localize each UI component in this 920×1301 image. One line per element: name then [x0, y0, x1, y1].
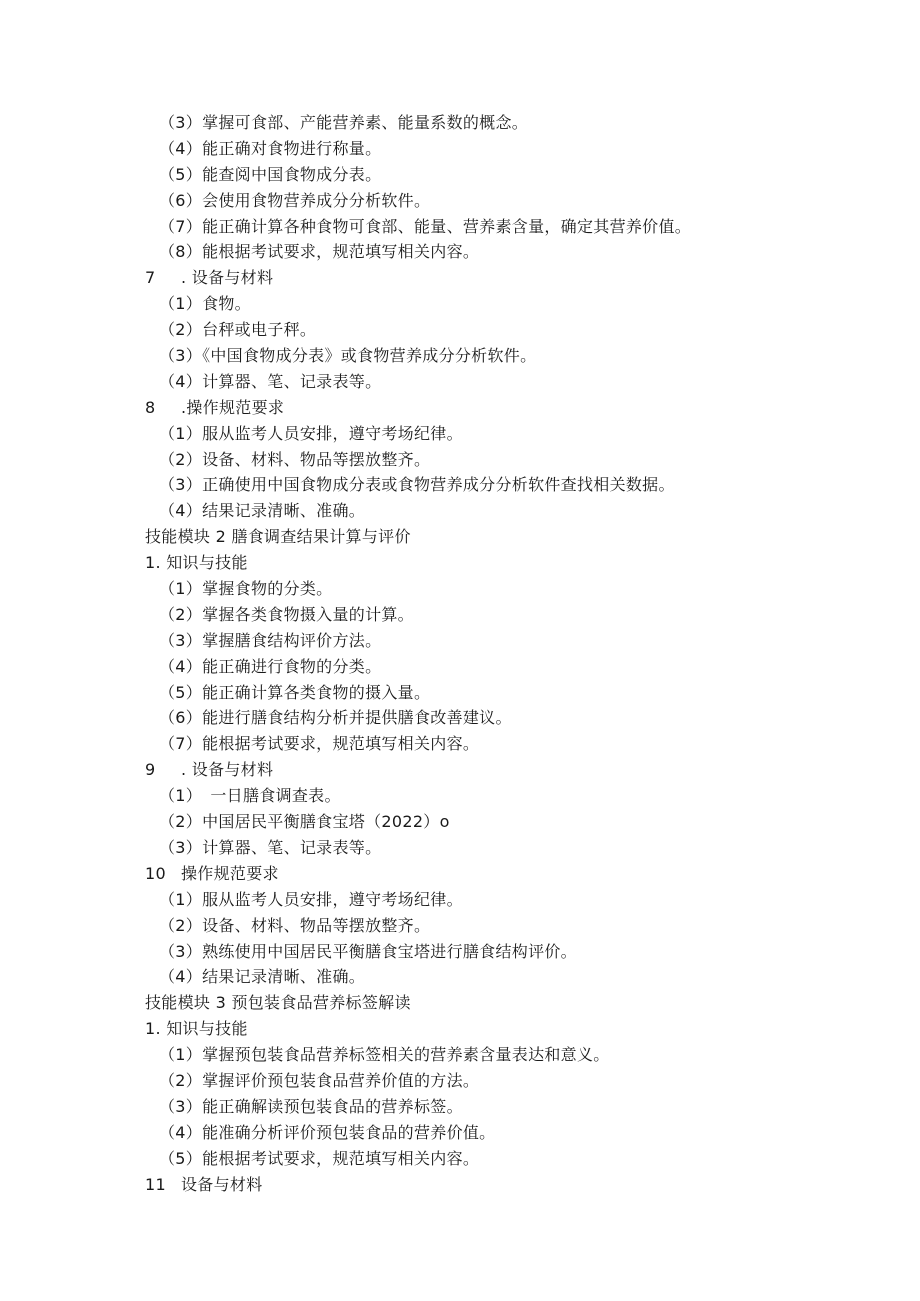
- subsection-heading: 1. 知识与技能: [145, 1019, 248, 1039]
- section-number: 10: [145, 863, 166, 883]
- section-title: 设备与材料: [181, 1174, 263, 1194]
- module-heading: 技能模块 3 预包装食品营养标签解读: [145, 993, 411, 1013]
- list-item: （2）掌握各类食物摄入量的计算。: [159, 604, 414, 624]
- list-item: （3）掌握可食部、产能营养素、能量系数的概念。: [159, 113, 529, 132]
- list-item: （3）掌握膳食结构评价方法。: [159, 630, 382, 650]
- list-item: （1）服从监考人员安排，遵守考场纪律。: [159, 423, 463, 443]
- list-item: （1）食物。: [159, 294, 251, 314]
- module-heading: 技能模块 2 膳食调查结果计算与评价: [145, 527, 411, 547]
- list-item: （3）《中国食物成分表》或食物营养成分分析软件。: [159, 346, 537, 366]
- list-item: （4）计算器、笔、记录表等。: [159, 371, 382, 391]
- list-item: （1） 一日膳食调查表。: [159, 786, 341, 806]
- list-item: （7）能正确计算各种食物可食部、能量、营养素含量，确定其营养价值。: [159, 216, 692, 236]
- list-item: （7）能根据考试要求，规范填写相关内容。: [159, 734, 480, 754]
- list-item: （6）能进行膳食结构分析并提供膳食改善建议。: [159, 708, 512, 728]
- list-item: （2）中国居民平衡膳食宝塔（2022）o: [159, 812, 450, 832]
- section-heading: [0, 1172, 920, 1198]
- list-item: （4）能准确分析评价预包装食品的营养价值。: [159, 1122, 496, 1142]
- list-item: （4）能正确进行食物的分类。: [159, 656, 382, 676]
- section-number: 8: [145, 397, 156, 417]
- list-item: （2）设备、材料、物品等摆放整齐。: [159, 449, 431, 469]
- document-page: [0, 110, 920, 1197]
- list-item: （3）熟练使用中国居民平衡膳食宝塔进行膳食结构评价。: [159, 941, 577, 961]
- list-item: （1）服从监考人员安排，遵守考场纪律。: [159, 889, 463, 909]
- section-title: . 设备与材料: [181, 760, 274, 780]
- list-item: （1）掌握预包装食品营养标签相关的营养素含量表达和意义。: [159, 1045, 610, 1065]
- section-title: . 设备与材料: [181, 268, 274, 288]
- list-item: （4）能正确对食物进行称量。: [159, 138, 382, 158]
- section-heading: [0, 265, 920, 291]
- list-item: （5）能根据考试要求，规范填写相关内容。: [159, 1148, 480, 1168]
- list-item: （6）会使用食物营养成分分析软件。: [159, 190, 431, 210]
- subsection-heading: 1. 知识与技能: [145, 553, 248, 573]
- list-item: （2）掌握评价预包装食品营养价值的方法。: [159, 1070, 480, 1090]
- list-item: （3）计算器、笔、记录表等。: [159, 837, 382, 857]
- list-item: （4）结果记录清晰、准确。: [159, 967, 366, 987]
- section-heading: [0, 757, 920, 783]
- list-item: （8）能根据考试要求，规范填写相关内容。: [159, 242, 480, 262]
- list-item: （2）台秤或电子秤。: [159, 320, 317, 340]
- list-item: （5）能查阅中国食物成分表。: [159, 164, 382, 184]
- section-number: 11: [145, 1174, 166, 1194]
- list-item: （1）掌握食物的分类。: [159, 579, 333, 599]
- list-item: （3）正确使用中国食物成分表或食物营养成分分析软件查找相关数据。: [159, 475, 675, 495]
- list-item: （3）能正确解读预包装食品的营养标签。: [159, 1096, 463, 1116]
- list-item: （2）设备、材料、物品等摆放整齐。: [159, 915, 431, 935]
- section-heading: [0, 861, 920, 887]
- section-heading: [0, 395, 920, 421]
- section-number: 7: [145, 268, 156, 288]
- section-number: 9: [145, 760, 156, 780]
- list-item: （4）结果记录清晰、准确。: [159, 501, 366, 521]
- section-title: 操作规范要求: [181, 863, 279, 883]
- section-title: .操作规范要求: [181, 397, 285, 417]
- list-item: （5）能正确计算各类食物的摄入量。: [159, 682, 431, 702]
